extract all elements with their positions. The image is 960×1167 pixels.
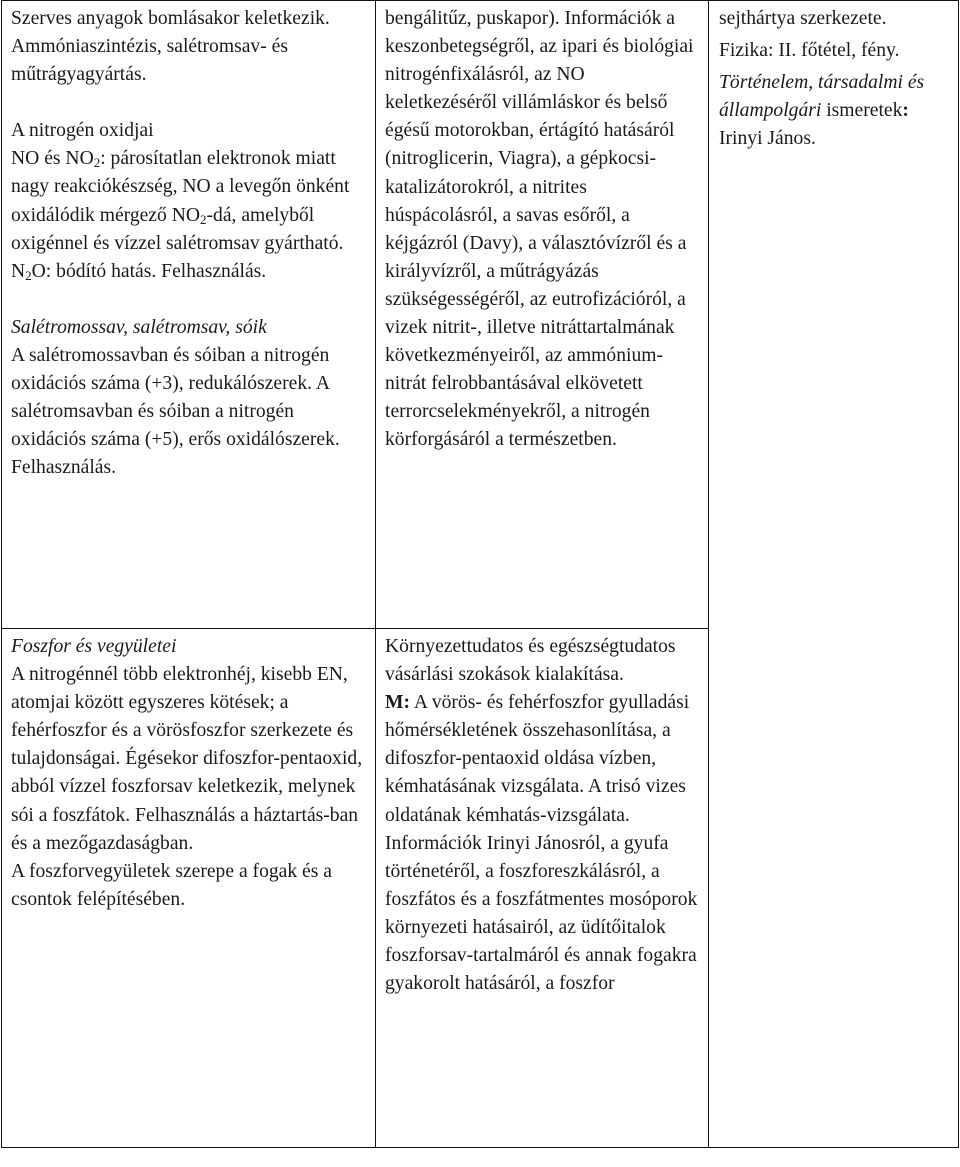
phosphorus-paragraph: A nitrogénnél több elektronhéj, kisebb EN, atomjai között egyszeres kötések; a fehérfoszfor és a vörösfoszfor szerkezete és tulajdonságai. Égésekor difoszfor-pentaoxid, abból vízzel foszforsav keletkezik, melynek sói a foszfátok. Felhasználás a háztartás-ban és a mezőgazdaságban. [11, 664, 363, 854]
curriculum-table [1, 0, 959, 1148]
physics-link: Fizika: II. főtétel, fény. [719, 40, 900, 62]
links-cell [709, 1, 959, 1148]
nitrogen-info-paragraph: bengálitűz, puskapor). Információk a keszonbetegségről, az ipari és biológiai nitrogénfixálásról, az NO keletkezéséről villámláskor és belső égésű motorokban, értágító hatásáról (nitroglicerin, Viagra), a gépkocsi-katalizátorokról, a nitrites húspácolásról, a savas esőről, a kéjgázról (Davy), a választóvízről és a királyvízről, a műtrágyázás szükségességéről, az eutrofizációról, a vizek nitrit-, illetve nitráttartalmának következményeiről, az ammónium-nitrát felrobbantásával elkövetett terrorcselekményekről, a nitrogén körforgásáról a természetben. [385, 8, 694, 451]
content-cell-nitrogen [2, 1, 376, 629]
oxides-title: A nitrogén oxidjai [11, 120, 154, 142]
oxides-paragraph: NO és $NO_2$: párosítatlan elektronok miatt nagy reakciókészség, NO a levegőn önként oxidálódik mérgező $NO_2-dá$, amelyből oxigénnel és vízzel salétromsav gyártható. $N_2O$: bódító hatás. Felhasználás. [11, 148, 350, 283]
table-row [2, 1, 959, 629]
history-link: Történelem, társadalmi és állampolgári ismeretek: Irinyi János. [719, 72, 925, 150]
intro-paragraph: Szerves anyagok bomlásakor keletkezik. Ammóniaszintézis, salétromsav- és műtrágyagyártás. [11, 8, 330, 86]
phosphorus-activities-intro: Környezettudatos és egészségtudatos vásárlási szokások kialakítása. [385, 636, 676, 686]
links-line1: sejthártya szerkezete. [719, 8, 887, 29]
phosphorus-activities-paragraph: M: A vörös- és fehérfoszfor gyulladási hőmérsékletének összehasonlítása, a difoszfor-pentaoxid oldása vízben, kémhatásának vizsgálata. A trisó vizes oldatának kémhatás-vizsgálata. Információk Irinyi Jánosról, a gyufa történetéről, a foszforeszkálásról, a foszfátos és a foszfátmentes mosóporok környezeti hatásairól, az üdítőitalok foszforsav-tartalmáról és annak fogakra gyakorolt hatásáról, a foszfor [385, 692, 698, 995]
acids-title: Salétromossav, salétromsav, sóik [11, 316, 267, 338]
phosphorus-role-paragraph: A foszforvegyületek szerepe a fogak és a csontok felépítésében. [11, 860, 332, 910]
content-cell-phosphorus [2, 629, 376, 1148]
acids-paragraph: A salétromossavban és sóiban a nitrogén oxidációs száma (+3), redukálószerek. A salétromsavban és sóiban a nitrogén oxidációs száma (+5), erős oxidálószerek. Felhasználás. [11, 344, 340, 479]
activities-cell-phosphorus [376, 629, 709, 1148]
m-label: M: [385, 692, 411, 714]
activities-cell-nitrogen [376, 1, 709, 629]
phosphorus-title: Foszfor és vegyületei [11, 636, 177, 657]
